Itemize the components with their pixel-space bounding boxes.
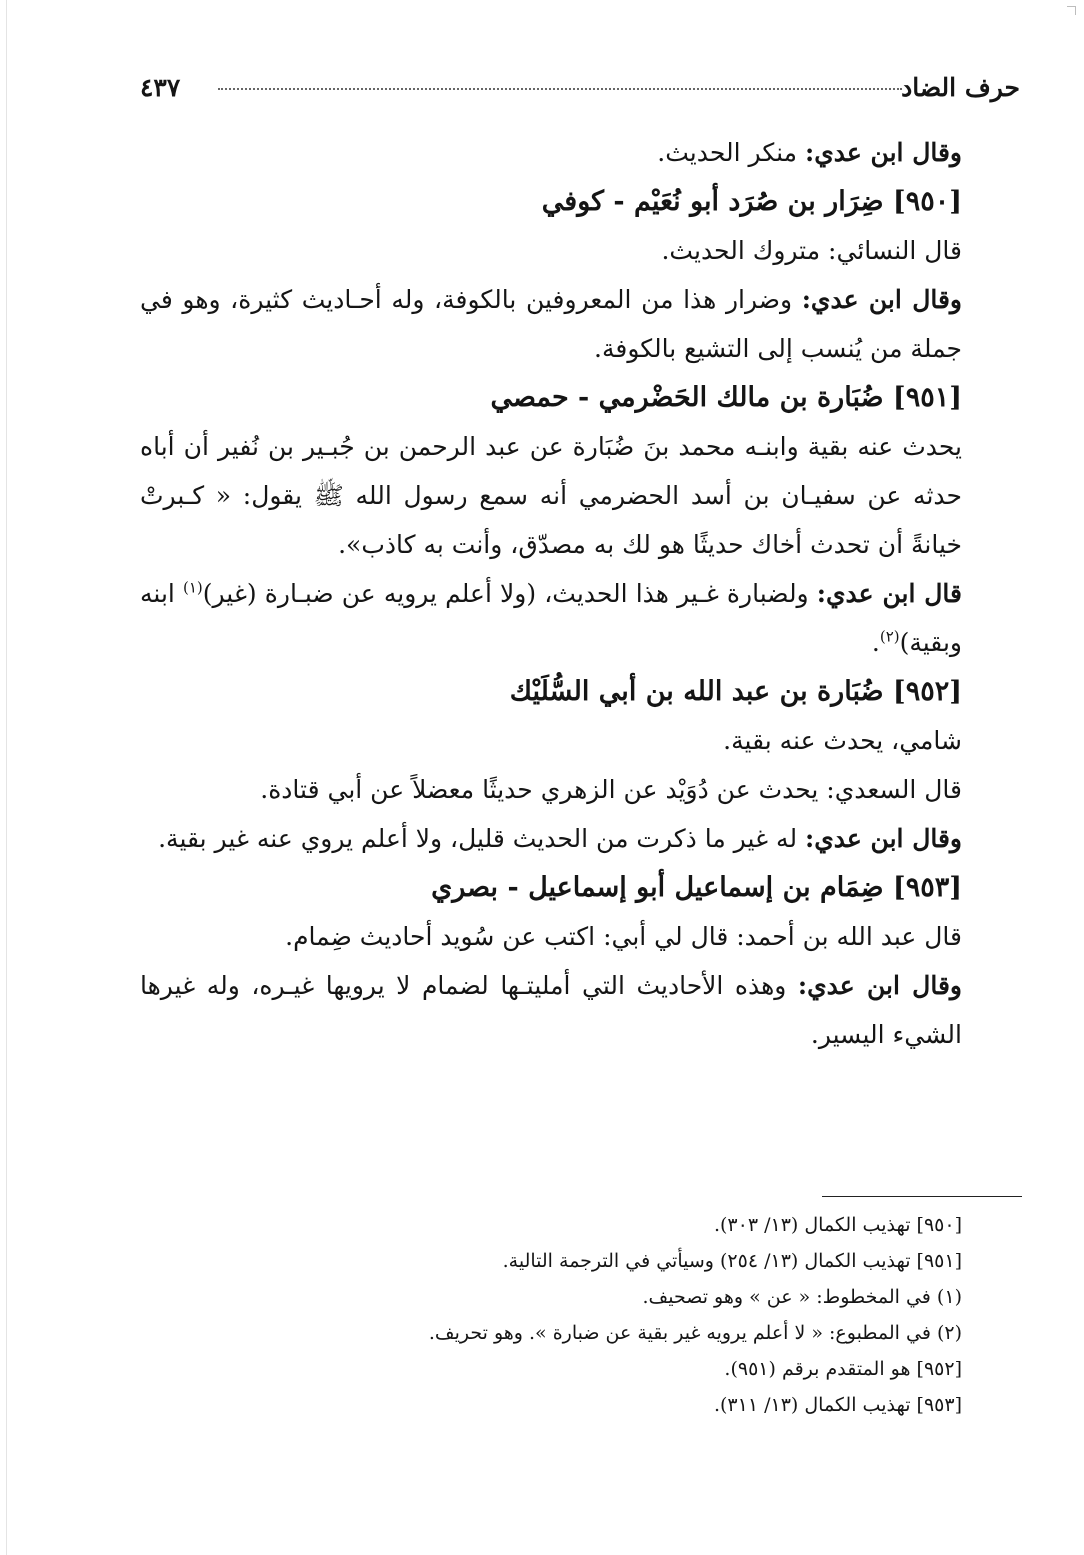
footnote: (١) في المخطوط: « عن » وهو تصحيف.: [642, 1286, 962, 1308]
paragraph: يحدث عنه بقية وابنـه محمد بنَ ضُبَارة عن عبد الرحمن بن جُبـير بن نُفير أن أباه حدثه عن سفيـان بن أسد الحضرمي أنه سمع رسول الله ﷺ يقول: « كـبرتْ خيانةً أن تحدث أخاك حديثًا هو لك به مصدّق، وأنت به كاذب».: [140, 432, 962, 559]
footnote: [٩٥١] تهذيب الكمال (١٣/ ٢٥٤) وسيأتي في الترجمة التالية.: [502, 1250, 962, 1272]
paragraph: شامي، يحدث عنه بقية.: [723, 726, 962, 755]
scan-edge-line: [6, 0, 7, 1555]
paragraph-text: ابنه وبقية): [140, 579, 962, 657]
paragraph: قال النسائي: متروك الحديث.: [661, 236, 962, 265]
footnote-ref-1: (١): [182, 578, 203, 597]
footnotes: [140, 1207, 962, 1423]
page-number: ٤٣٧: [140, 73, 181, 102]
paragraph: [140, 569, 1020, 667]
entry-heading-952: [٩٥٢] ضُبَارة بن عبد الله بن أبي السُّلَيْك: [509, 676, 962, 707]
header-dotted-rule: [218, 88, 902, 90]
running-header: [140, 72, 1020, 108]
paragraph-text: له غير ما ذكرت من الحديث قليل، ولا أعلم يروي عنه غير بقية.: [158, 824, 806, 853]
paragraph: [140, 128, 1020, 177]
paragraph-text: .: [871, 628, 880, 657]
paragraph: [140, 275, 1020, 373]
footnote: [٩٥٢] هو المتقدم برقم (٩٥١).: [724, 1358, 962, 1380]
main-text: [140, 128, 1020, 1059]
paragraph-text: ولضبارة غـير هذا الحديث، (ولا أعلم يرويه عن ضبـارة (غير): [202, 579, 817, 608]
paragraph-text: منكر الحديث.: [657, 138, 806, 167]
speaker-label: قال ابن عدي:: [816, 579, 962, 608]
paragraph-text: وضرار هذا من المعروفين بالكوفة، وله أحـاديث كثيرة، وهو في جملة من يُنسب إلى التشيع بالكوفة.: [140, 285, 962, 363]
entry-heading-953: [٩٥٣] ضِمَام بن إسماعيل أبو إسماعيل - بصري: [431, 872, 962, 903]
footnote-ref-2: (٢): [879, 627, 900, 646]
chapter-title: حرف الضاد: [901, 73, 1020, 102]
entry-heading-950: [٩٥٠] ضِرَار بن صُرَد أبو نُعَيْم - كوفي: [541, 186, 962, 217]
speaker-label: وقال ابن عدي:: [805, 824, 962, 853]
footnote: [٩٥٠] تهذيب الكمال (١٣/ ٣٠٣).: [713, 1214, 962, 1236]
paragraph: [140, 814, 1020, 863]
speaker-label: وقال ابن عدي:: [801, 285, 962, 314]
paragraph: قال عبد الله بن أحمد: قال لي أبي: اكتب عن سُويد أحاديث ضِمام.: [285, 922, 962, 951]
paragraph-text: وهذه الأحاديث التي أمليتـها لضمام لا يرويها غيـره، وله غيرها الشيء اليسير.: [140, 971, 962, 1049]
footnote-separator: [822, 1196, 1022, 1197]
paragraph: [140, 961, 1020, 1059]
speaker-label: وقال ابن عدي:: [797, 971, 962, 1000]
footnote: [٩٥٣] تهذيب الكمال (١٣/ ٣١١).: [713, 1394, 962, 1416]
speaker-label: وقال ابن عدي:: [805, 138, 962, 167]
footnote: (٢) في المطبوع: « لا أعلم يرويه غير بقية عن ضبارة ». وهو تحريف.: [428, 1322, 962, 1344]
paragraph: قال السعدي: يحدث عن دُوَيْد عن الزهري حديثًا معضلاً عن أبي قتادة.: [260, 775, 962, 804]
entry-heading-951: [٩٥١] ضُبَارة بن مالك الحَضْرمي - حمصي: [490, 382, 962, 413]
scan-corner-mark: [1067, 6, 1076, 15]
